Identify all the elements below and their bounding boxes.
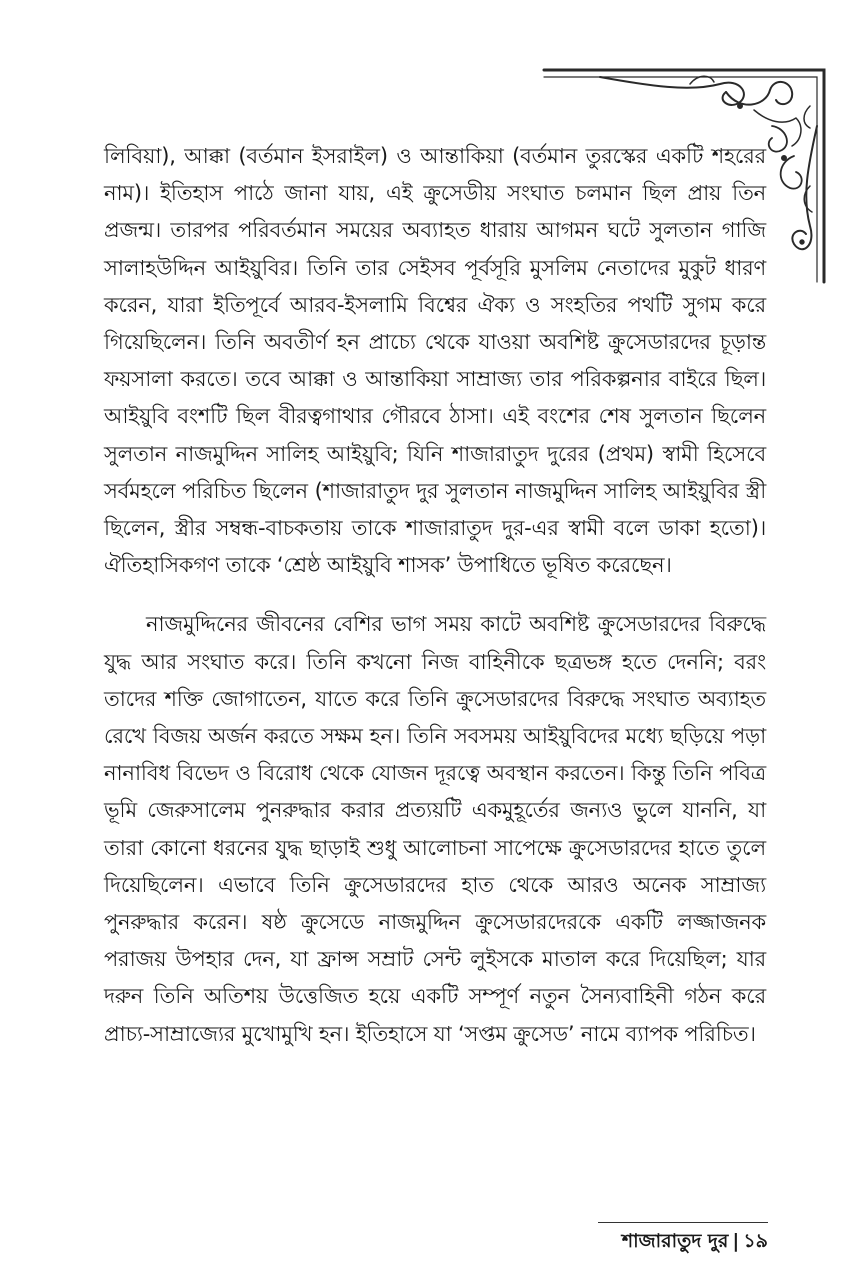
paragraph-2: নাজমুদ্দিনের জীবনের বেশির ভাগ সময় কাটে অবশিষ্ট ক্রুসেডারদের বিরুদ্ধে যুদ্ধ আর সংঘাত করে। তিনি কখনো নিজ বাহিনীকে ছত্রভঙ্গ হতে দেননি; বরং তাদের শক্তি জোগাতেন, যাতে করে তিনি ক্রুসেডারদের বিরুদ্ধে সংঘাত অব্যাহত রেখে বিজয় অর্জন করতে সক্ষম হন। তিনি সবসময় আইয়ুবিদের মধ্যে ছড়িয়ে পড়া নানাবিধ বিভেদ ও বিরোধ থেকে যোজন দূরত্বে অবস্থান করতেন। কিন্তু তিনি পবিত্র ভূমি জেরুসালেম পুনরুদ্ধার করার প্রত্যয়টি একমুহূর্তের জন্যও ভুলে যাননি, যা তারা কোনো ধরনের যুদ্ধ ছাড়াই শুধু আলোচনা সাপেক্ষে ক্রুসেডারদের হাতে তুলে দিয়েছিলেন। এভাবে তিনি ক্রুসেডারদের হাত থেকে আরও অনেক সাম্রাজ্য পুনরুদ্ধার করেন। ষষ্ঠ ক্রুসেডে নাজমুদ্দিন ক্রুসেডারদেরকে একটি লজ্জাজনক পরাজয় উপহার দেন, যা ফ্রান্স সম্রাট সেন্ট লুইসকে মাতাল করে দিয়েছিল; যার দরুন তিনি অতিশয় উত্তেজিত হয়ে একটি সম্পূর্ণ নতুন সৈন্যবাহিনী গঠন করে প্রাচ্য-সাম্রাজ্যের মুখোমুখি হন। ইতিহাসে যা ‘সপ্তম ক্রুসেড’ নামে ব্যাপক পরিচিত। [104,612,766,1046]
footer-separator: | [732,1230,740,1252]
body-text [104,138,766,1053]
page-number: ১৯ [743,1230,768,1252]
footer-book-title: শাজারাতুদ দুর [621,1230,729,1252]
page-footer [598,1222,768,1259]
paragraph-1: লিবিয়া), আক্কা (বর্তমান ইসরাইল) ও আন্তাকিয়া (বর্তমান তুরস্কের একটি শহরের নাম)। ইতিহাস পাঠে জানা যায়, এই ক্রুসেডীয় সংঘাত চলমান ছিল প্রায় তিন প্রজন্ম। তারপর পরিবর্তমান সময়ের অব্যাহত ধারায় আগমন ঘটে সুলতান গাজি সালাহউদ্দিন আইয়ুবির। তিনি তার সেইসব পূর্বসূরি মুসলিম নেতাদের মুকুট ধারণ করেন, যারা ইতিপূর্বে আরব-ইসলামি বিশ্বের ঐক্য ও সংহতির পথটি সুগম করে গিয়েছিলেন। তিনি অবতীর্ণ হন প্রাচ্যে থেকে যাওয়া অবশিষ্ট ক্রুসেডারদের চূড়ান্ত ফয়সালা করতে। তবে আক্কা ও আন্তাকিয়া সাম্রাজ্য তার পরিকল্পনার বাইরে ছিল। আইয়ুবি বংশটি ছিল বীরত্বগাথার গৌরবে ঠাসা। এই বংশের শেষ সুলতান ছিলেন সুলতান নাজমুদ্দিন সালিহ আইয়ুবি; যিনি শাজারাতুদ দুরের (প্রথম) স্বামী হিসেবে সর্বমহলে পরিচিত ছিলেন (শাজারাতুদ দুর সুলতান নাজমুদ্দিন সালিহ আইয়ুবির স্ত্রী ছিলেন, স্ত্রীর সম্বন্ধ-বাচকতায় তাকে শাজারাতুদ দুর-এর স্বামী বলে ডাকা হতো)। ঐতিহাসিকগণ তাকে ‘শ্রেষ্ঠ আইয়ুবি শাসক’ উপাধিতে ভূষিত করেছেন। [104,144,766,578]
